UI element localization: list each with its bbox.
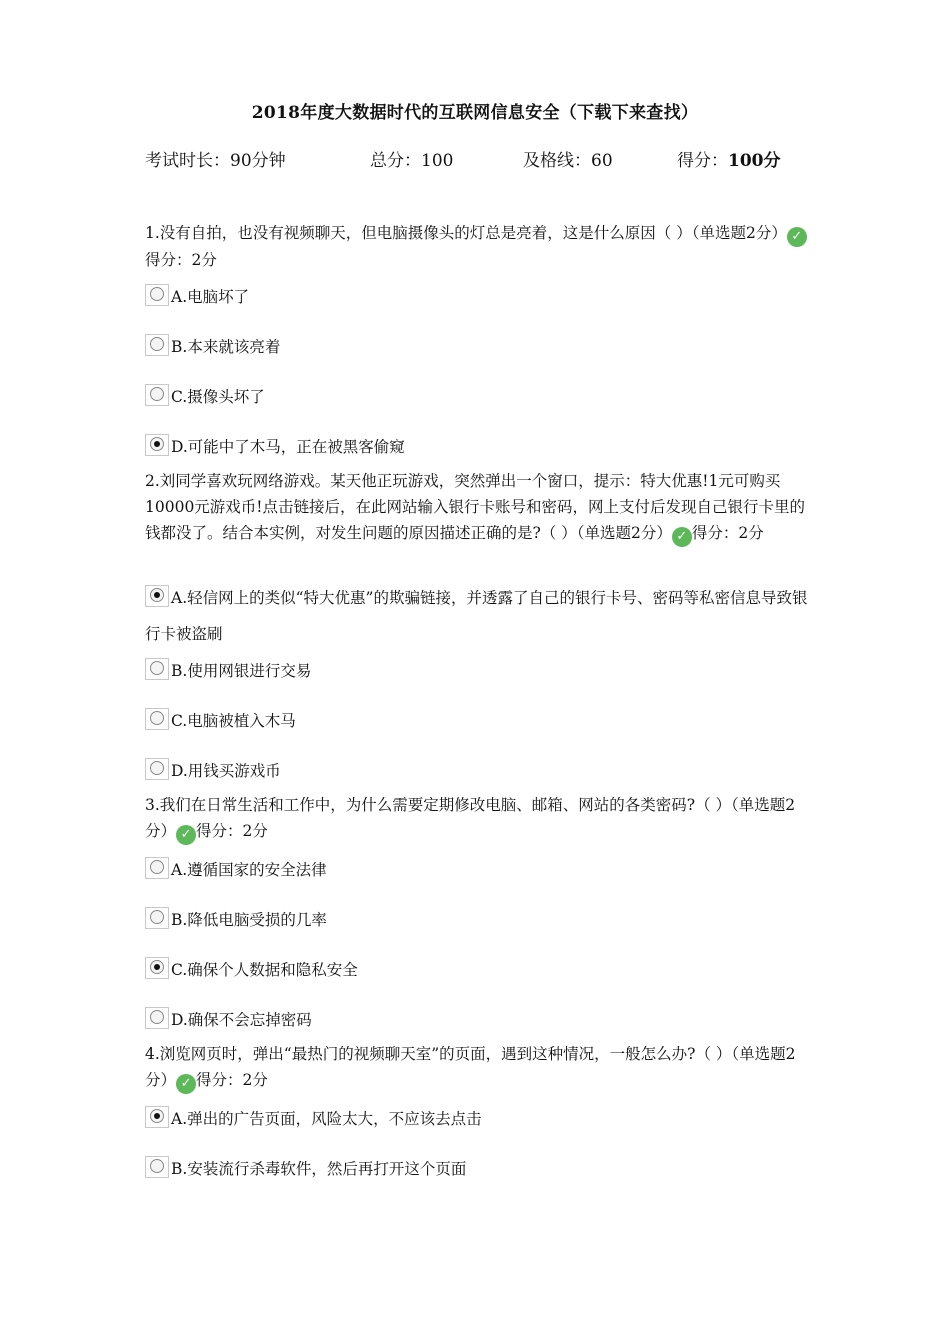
option-1d[interactable] (145, 432, 815, 462)
radio-icon[interactable] (145, 658, 169, 680)
radio-checked-icon[interactable] (145, 585, 169, 607)
question-text: 1.没有自拍，也没有视频聊天，但电脑摄像头的灯总是亮着，这是什么原因（ ）（单选题2分） (145, 224, 787, 242)
option-label: B.本来就该亮着 (171, 338, 281, 356)
option-label: B.降低电脑受损的几率 (171, 911, 327, 929)
radio-checked-icon[interactable] (145, 434, 169, 456)
option-1c[interactable] (145, 382, 815, 412)
check-icon: ✓ (176, 825, 196, 845)
option-label: A.弹出的广告页面，风险太大，不应该去点击 (171, 1110, 482, 1128)
option-label: A.轻信网上的类似“特大优惠”的欺骗链接，并透露了自己的银行卡号、密码等私密信息导致银行卡被盗刷 (145, 589, 808, 643)
question-score: 得分：2分 (145, 251, 217, 269)
question-1 (145, 220, 810, 273)
option-2b[interactable] (145, 656, 815, 686)
radio-icon[interactable] (145, 1156, 169, 1178)
option-3a[interactable] (145, 855, 815, 885)
radio-icon[interactable] (145, 708, 169, 730)
exam-pass-line: 及格线：60 (523, 151, 613, 171)
page-title: 2018年度大数据时代的互联网信息安全（下载下来查找） (251, 103, 699, 123)
radio-icon[interactable] (145, 857, 169, 879)
question-score: 得分：2分 (691, 524, 764, 542)
radio-checked-icon[interactable] (145, 1106, 169, 1128)
option-label: A.遵循国家的安全法律 (171, 861, 327, 879)
option-4b[interactable] (145, 1154, 815, 1184)
option-3b[interactable] (145, 905, 815, 935)
question-3 (145, 792, 810, 845)
question-4 (145, 1041, 810, 1094)
option-label: B.安装流行杀毒软件，然后再打开这个页面 (171, 1160, 467, 1178)
option-3d[interactable] (145, 1005, 815, 1035)
check-icon: ✓ (176, 1074, 196, 1094)
question-text: 2.刘同学喜欢玩网络游戏。某天他正玩游戏，突然弹出一个窗口，提示：特大优惠!1元可购买10000元游戏币!点击链接后，在此网站输入银行卡账号和密码，网上支付后发现自己银行卡里的钱都没了。结合本实例，对发生问题的原因描述正确的是?（ ）（单选题2分） (145, 472, 806, 542)
question-text: 3.我们在日常生活和工作中，为什么需要定期修改电脑、邮箱、网站的各类密码?（ ）（单选题2分） (145, 796, 796, 840)
check-icon: ✓ (787, 227, 807, 247)
exam-score-label: 得分： (677, 151, 728, 171)
option-4a[interactable] (145, 1104, 815, 1134)
option-label: C.确保个人数据和隐私安全 (171, 961, 358, 979)
option-1a[interactable] (145, 282, 815, 312)
option-label: D.可能中了木马，正在被黑客偷窥 (171, 438, 405, 456)
option-2a[interactable] (145, 580, 815, 652)
question-score: 得分：2分 (196, 822, 268, 840)
option-label: C.摄像头坏了 (171, 388, 265, 406)
exam-duration: 考试时长：90分钟 (145, 151, 286, 171)
option-label: A.电脑坏了 (171, 288, 250, 306)
exam-score-value: 100分 (728, 151, 781, 171)
option-3c[interactable] (145, 955, 815, 985)
exam-score (677, 146, 781, 171)
question-2 (145, 468, 810, 547)
option-label: C.电脑被植入木马 (171, 712, 296, 730)
option-2d[interactable] (145, 756, 815, 786)
radio-checked-icon[interactable] (145, 957, 169, 979)
radio-icon[interactable] (145, 907, 169, 929)
exam-total: 总分：100 (370, 151, 454, 171)
check-icon: ✓ (672, 527, 692, 547)
option-label: D.确保不会忘掉密码 (171, 1011, 312, 1029)
radio-icon[interactable] (145, 758, 169, 780)
radio-icon[interactable] (145, 384, 169, 406)
radio-icon[interactable] (145, 334, 169, 356)
radio-icon[interactable] (145, 284, 169, 306)
option-label: D.用钱买游戏币 (171, 762, 281, 780)
radio-icon[interactable] (145, 1007, 169, 1029)
option-1b[interactable] (145, 332, 815, 362)
question-score: 得分：2分 (196, 1071, 268, 1089)
option-2c[interactable] (145, 706, 815, 736)
option-label: B.使用网银进行交易 (171, 662, 312, 680)
question-text: 4.浏览网页时，弹出“最热门的视频聊天室”的页面，遇到这种情况，一般怎么办?（ ）（单选题2分） (145, 1045, 796, 1089)
